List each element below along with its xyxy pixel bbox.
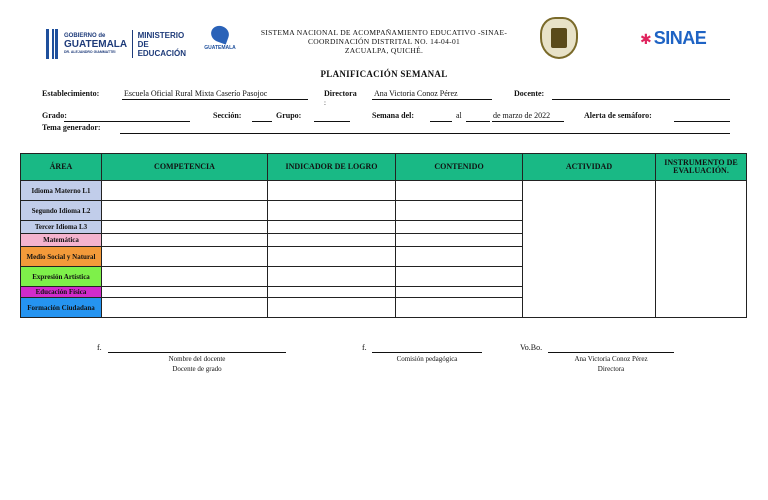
header-instrumento: INSTRUMENTO DE EVALUACIÓN.: [656, 154, 747, 181]
header-competencia: COMPETENCIA: [102, 154, 268, 181]
header-area: ÁREA: [21, 154, 102, 181]
document-title: PLANIFICACIÓN SEMANAL: [320, 69, 448, 79]
header-title: [246, 28, 522, 55]
indicador-cell[interactable]: [268, 298, 396, 318]
contenido-cell[interactable]: [396, 234, 523, 247]
al-text: al: [456, 111, 462, 120]
seccion-line: [252, 121, 272, 122]
gov-logo-line1: GOBIERNO de: [64, 33, 106, 39]
area-cell: Medio Social y Natural: [21, 247, 102, 267]
contenido-cell[interactable]: [396, 221, 523, 234]
indicador-cell[interactable]: [268, 201, 396, 221]
contenido-cell[interactable]: [396, 247, 523, 267]
directora-signature-caption: [548, 354, 674, 374]
vobo-line: [548, 352, 674, 353]
establecimiento-label: Establecimiento:: [42, 89, 100, 98]
planning-table: [20, 153, 747, 318]
contenido-cell[interactable]: [396, 298, 523, 318]
area-cell: Expresión Artística: [21, 267, 102, 287]
alerta-label: Alerta de semáforo:: [584, 111, 652, 120]
guatemala-brand-text: GUATEMALA: [204, 45, 236, 51]
area-cell: Segundo Idioma L2: [21, 201, 102, 221]
seccion-label: Sección:: [213, 111, 242, 120]
contenido-cell[interactable]: [396, 181, 523, 201]
header-title-line3: ZACUALPA, QUICHÉ.: [344, 46, 424, 55]
gov-logo-line3: DR. ALEJANDRO GIAMMATTEI: [64, 50, 116, 54]
area-cell: Formación Ciudadana: [21, 298, 102, 318]
contenido-cell[interactable]: [396, 267, 523, 287]
indicador-cell[interactable]: [268, 234, 396, 247]
area-cell: Tercer Idioma L3: [21, 221, 102, 234]
guatemala-flag-icon: [46, 29, 58, 59]
competencia-cell[interactable]: [102, 298, 268, 318]
competencia-cell[interactable]: [102, 287, 268, 298]
sinae-logo-text: SINAE: [653, 28, 707, 48]
school-seal-icon: [540, 17, 578, 59]
competencia-cell[interactable]: [102, 247, 268, 267]
semana-label: Semana del:: [372, 111, 414, 120]
firma-comision-line: [372, 352, 482, 353]
grado-label: Grado:: [42, 111, 67, 120]
docente-label: Docente:: [514, 89, 545, 98]
grupo-line: [314, 121, 350, 122]
area-cell: Idioma Materno L1: [21, 181, 102, 201]
tema-line: [120, 133, 730, 134]
directora-line: [372, 99, 492, 100]
competencia-cell[interactable]: [102, 221, 268, 234]
contenido-cell[interactable]: [396, 287, 523, 298]
gobierno-guatemala-logo: [46, 26, 186, 62]
firma-docente-line: [108, 352, 286, 353]
guatemala-brand-logo: [202, 26, 238, 58]
area-cell: Educación Física: [21, 287, 102, 298]
docente-grado-caption: Docente de grado: [172, 365, 222, 373]
vobo-label: Vo.Bo.: [520, 343, 543, 352]
indicador-cell[interactable]: [268, 181, 396, 201]
header-title-line2: COORDINACIÓN DISTRITAL NO. 14-04-01: [307, 37, 461, 46]
directora-label: Directora: [324, 89, 357, 98]
competencia-cell[interactable]: [102, 267, 268, 287]
establecimiento-line: [122, 99, 308, 100]
indicador-cell[interactable]: [268, 221, 396, 234]
comision-caption: Comisión pedagógica: [396, 355, 458, 363]
firma-comision-f: f.: [362, 343, 367, 352]
indicador-cell[interactable]: [268, 247, 396, 267]
guatemala-brand-icon: [209, 23, 231, 44]
sinae-star-icon: ✱: [640, 31, 652, 47]
competencia-cell[interactable]: [102, 201, 268, 221]
header-actividad: ACTIVIDAD: [523, 154, 656, 181]
grupo-label: Grupo:: [276, 111, 302, 120]
directora-signature-name: Ana Victoria Conoz Pérez: [574, 355, 648, 363]
grado-line: [64, 121, 190, 122]
instrumento-cell[interactable]: [656, 181, 747, 318]
actividad-cell[interactable]: [523, 181, 656, 318]
table-header-row: [21, 154, 747, 181]
header-indicador: INDICADOR DE LOGRO: [268, 154, 396, 181]
header-title-line1: SISTEMA NACIONAL DE ACOMPAÑAMIENTO EDUCATIVO -SINAE-: [260, 28, 508, 37]
establecimiento-value: Escuela Oficial Rural Mixta Caserío Pasojoc: [124, 89, 268, 98]
table-row: [21, 181, 747, 201]
header-contenido: CONTENIDO: [396, 154, 523, 181]
competencia-cell[interactable]: [102, 181, 268, 201]
fecha-value: de marzo de 2022: [493, 111, 551, 120]
gov-logo-line2: GUATEMALA: [64, 39, 128, 50]
semana-from-line: [430, 121, 452, 122]
sinae-logo: [640, 28, 720, 52]
contenido-cell[interactable]: [396, 201, 523, 221]
competencia-cell[interactable]: [102, 234, 268, 247]
firma-docente-f: f.: [97, 343, 102, 352]
directora-value: Ana Victoria Conoz Pérez: [374, 89, 458, 98]
ministerio-educacion-label: MINISTERIO DE EDUCACIÓN: [137, 30, 187, 58]
area-cell: Matemática: [21, 234, 102, 247]
firma-docente-caption: [108, 354, 286, 374]
tema-label: Tema generador:: [42, 123, 101, 132]
docente-line: [552, 99, 730, 100]
semana-to-line: [466, 121, 490, 122]
docente-nombre-caption: Nombre del docente: [168, 355, 226, 363]
directora-signature-title: Directora: [597, 365, 625, 373]
indicador-cell[interactable]: [268, 267, 396, 287]
indicador-cell[interactable]: [268, 287, 396, 298]
fecha-line: [492, 121, 564, 122]
alerta-line: [674, 121, 730, 122]
